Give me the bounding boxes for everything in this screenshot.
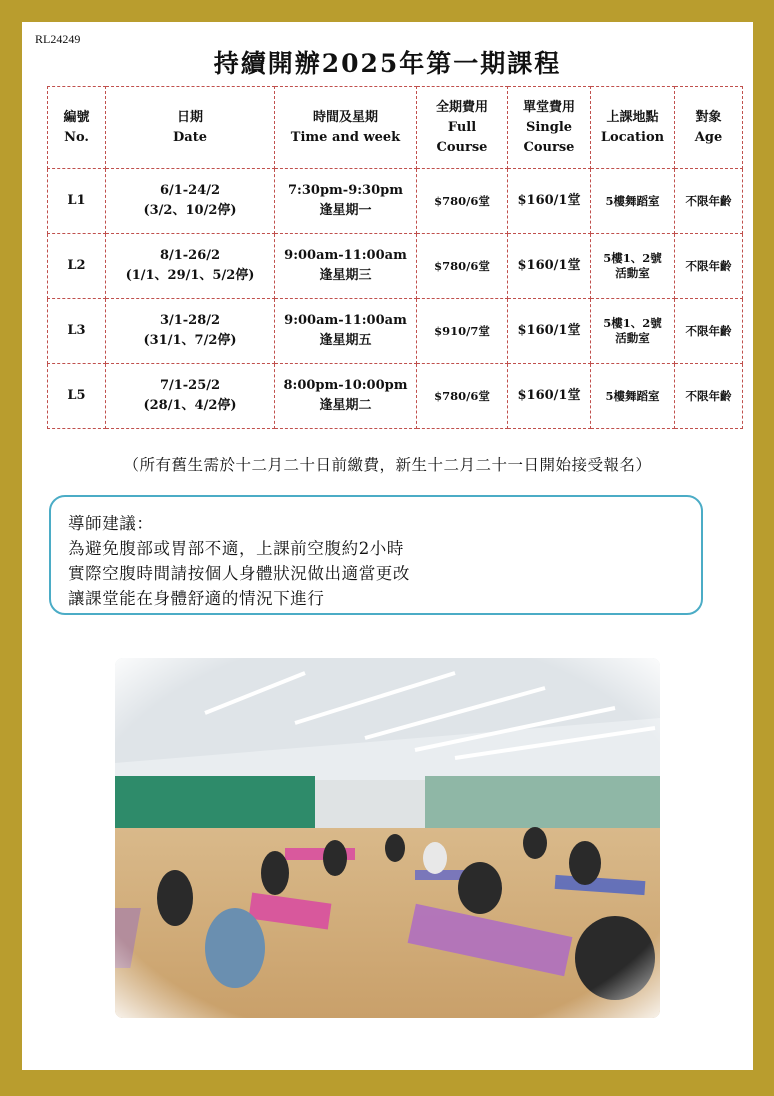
course-location: 5樓舞蹈室 bbox=[591, 364, 675, 429]
course-schedule-table bbox=[47, 86, 743, 429]
yoga-studio-illustration bbox=[115, 658, 660, 1018]
advice-heading: 導師建議： bbox=[68, 514, 154, 533]
course-age: 不限年齡 bbox=[675, 169, 743, 234]
course-no: L1 bbox=[48, 169, 106, 234]
course-location: 5樓1、2號 活動室 bbox=[591, 234, 675, 299]
course-location: 5樓1、2號 活動室 bbox=[591, 299, 675, 364]
course-time: 9:00am-11:00am 逢星期三 bbox=[275, 234, 417, 299]
table-row bbox=[48, 299, 743, 364]
course-date: 7/1-25/2 (28/1、4/2停) bbox=[106, 364, 275, 429]
advice-line: 為避免腹部或胃部不適，上課前空腹約2小時 bbox=[68, 539, 404, 558]
page-title: 持續開辦2025年第一期課程 bbox=[213, 49, 562, 78]
table-row bbox=[48, 234, 743, 299]
table-header-row bbox=[48, 87, 743, 169]
header-location: 上課地點 Location bbox=[591, 87, 675, 169]
header-no: 編號 No. bbox=[48, 87, 106, 169]
course-full-fee: $780/6堂 bbox=[417, 169, 508, 234]
course-location: 5樓舞蹈室 bbox=[591, 169, 675, 234]
course-age: 不限年齡 bbox=[675, 364, 743, 429]
reference-code: RL24249 bbox=[35, 32, 81, 46]
course-time: 9:00am-11:00am 逢星期五 bbox=[275, 299, 417, 364]
course-time: 8:00pm-10:00pm 逢星期二 bbox=[275, 364, 417, 429]
header-age: 對象 Age bbox=[675, 87, 743, 169]
flyer-page bbox=[22, 22, 753, 1070]
course-date: 8/1-26/2 (1/1、29/1、5/2停) bbox=[106, 234, 275, 299]
advice-line: 讓課堂能在身體舒適的情況下進行 bbox=[68, 589, 325, 608]
course-single-fee: $160/1堂 bbox=[508, 364, 591, 429]
instructor-advice-box bbox=[49, 495, 703, 615]
header-time: 時間及星期 Time and week bbox=[275, 87, 417, 169]
yoga-class-photo bbox=[115, 658, 660, 1018]
advice-line: 實際空腹時間請按個人身體狀況做出適當更改 bbox=[68, 564, 410, 583]
table-row bbox=[48, 169, 743, 234]
course-no: L3 bbox=[48, 299, 106, 364]
course-date: 3/1-28/2 (31/1、7/2停) bbox=[106, 299, 275, 364]
course-full-fee: $780/6堂 bbox=[417, 364, 508, 429]
header-date: 日期 Date bbox=[106, 87, 275, 169]
course-age: 不限年齡 bbox=[675, 234, 743, 299]
course-single-fee: $160/1堂 bbox=[508, 169, 591, 234]
course-time: 7:30pm-9:30pm 逢星期一 bbox=[275, 169, 417, 234]
course-no: L2 bbox=[48, 234, 106, 299]
course-single-fee: $160/1堂 bbox=[508, 234, 591, 299]
course-date: 6/1-24/2 (3/2、10/2停) bbox=[106, 169, 275, 234]
table-row bbox=[48, 364, 743, 429]
registration-note: （所有舊生需於十二月二十日前繳費，新生十二月二十一日開始接受報名） bbox=[123, 456, 652, 474]
course-no: L5 bbox=[48, 364, 106, 429]
course-full-fee: $780/6堂 bbox=[417, 234, 508, 299]
course-single-fee: $160/1堂 bbox=[508, 299, 591, 364]
header-full-fee: 全期費用 Full Course bbox=[417, 87, 508, 169]
header-single-fee: 單堂費用 Single Course bbox=[508, 87, 591, 169]
course-full-fee: $910/7堂 bbox=[417, 299, 508, 364]
course-age: 不限年齡 bbox=[675, 299, 743, 364]
